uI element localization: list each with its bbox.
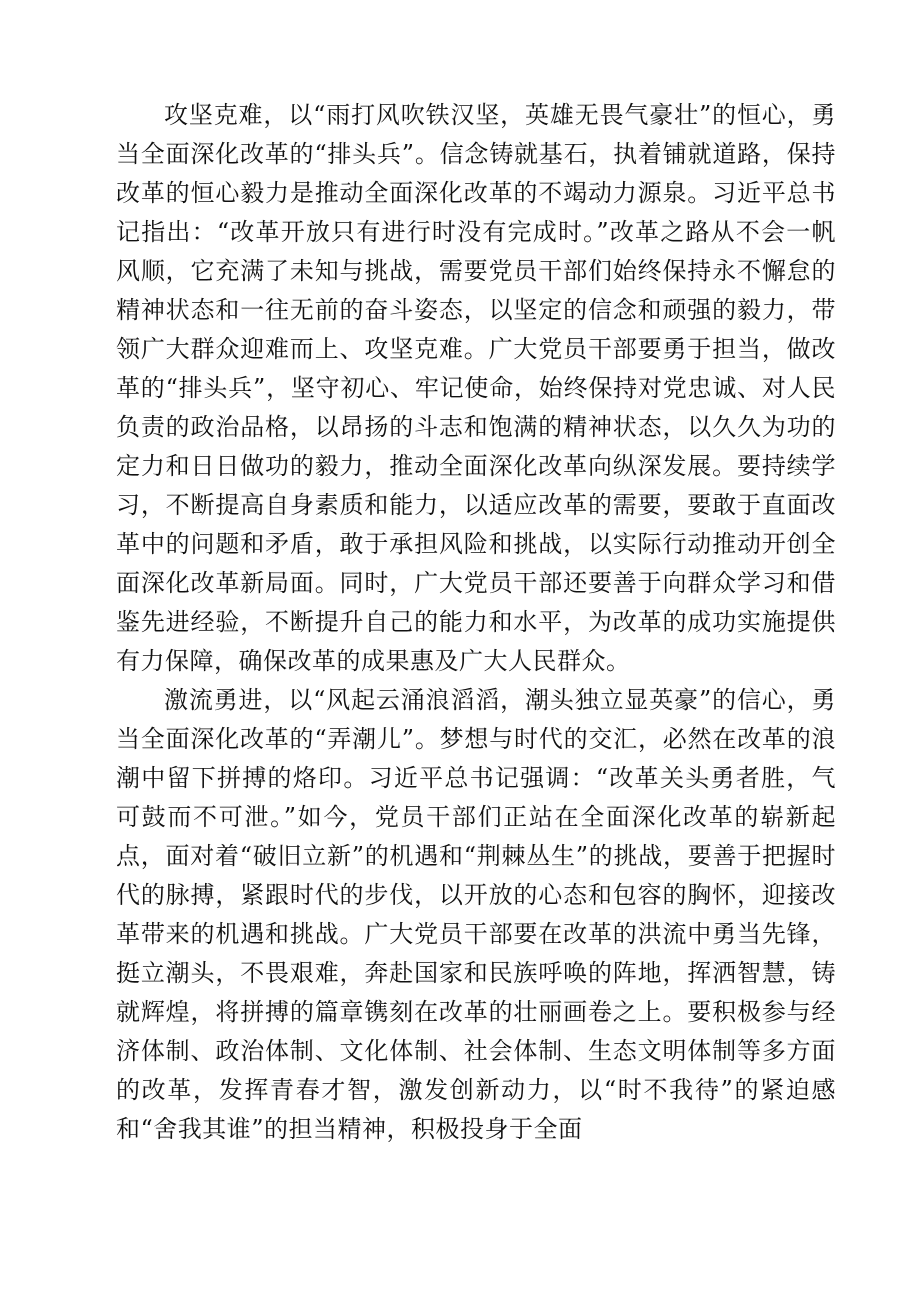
paragraph-1: 攻坚克难，以“雨打风吹铁汉坚，英雄无畏气豪壮”的恒心，勇当全面深化改革的“排头兵”。信念铸就基石，执着铺就道路，保持改革的恒心毅力是推动全面深化改革的不竭动力源泉。习近平总书记指出：“改革开放只有进行时没有完成时。”改革之路从不会一帆风顺，它充满了未知与挑战，需要党员干部们始终保持永不懈怠的精神状态和一往无前的奋斗姿态，以坚定的信念和顽强的毅力，带领广大群众迎难而上、攻坚克难。广大党员干部要勇于担当，做改革的“排头兵”，坚守初心、牢记使命，始终保持对党忠诚、对人民负责的政治品格，以昂扬的斗志和饱满的精神状态，以久久为功的定力和日日做功的毅力，推动全面深化改革向纵深发展。要持续学习，不断提高自身素质和能力，以适应改革的需要，要敢于直面改革中的问题和矛盾，敢于承担风险和挑战，以实际行动推动开创全面深化改革新局面。同时，广大党员干部还要善于向群众学习和借鉴先进经验，不断提升自己的能力和水平，为改革的成功实施提供有力保障，确保改革的成果惠及广大人民群众。 xyxy=(116,101,836,675)
document-body xyxy=(116,96,836,1149)
paragraph-2: 激流勇进，以“风起云涌浪滔滔，潮头独立显英豪”的信心，勇当全面深化改革的“弄潮儿”。梦想与时代的交汇，必然在改革的浪潮中留下拼搏的烙印。习近平总书记强调：“改革关头勇者胜，气可鼓而不可泄。”如今，党员干部们正站在全面深化改革的崭新起点，面对着“破旧立新”的机遇和“荆棘丛生”的挑战，要善于把握时代的脉搏，紧跟时代的步伐，以开放的心态和包容的胸怀，迎接改革带来的机遇和挑战。广大党员干部要在改革的洪流中勇当先锋，挺立潮头，不畏艰难，奔赴国家和民族呼唤的阵地，挥洒智慧，铸就辉煌，将拼搏的篇章镌刻在改革的壮丽画卷之上。要积极参与经济体制、政治体制、文化体制、社会体制、生态文明体制等多方面的改革，发挥青春才智，激发创新动力，以“时不我待”的紧迫感和“舍我其谁”的担当精神，积极投身于全面 xyxy=(116,686,836,1143)
